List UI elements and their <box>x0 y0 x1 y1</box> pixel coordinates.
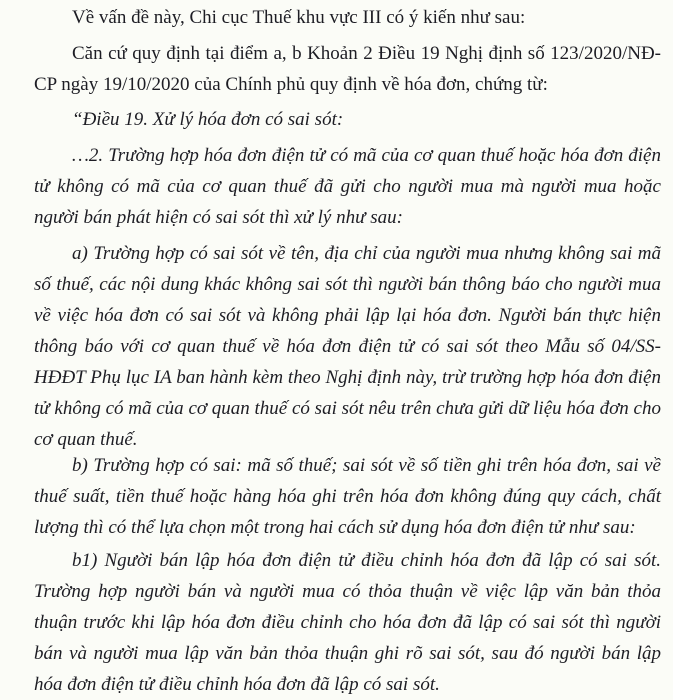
legal-basis-paragraph: Căn cứ quy định tại điểm a, b Khoản 2 Điều 19 Nghị định số 123/2020/NĐ-CP ngày 19/10/2020 của Chính phủ quy định về hóa đơn, chứng từ: <box>34 43 661 95</box>
clause-2-paragraph: …2. Trường hợp hóa đơn điện tử có mã của cơ quan thuế hoặc hóa đơn điện tử không có mã của cơ quan thuế đã gửi cho người mua mà người mua hoặc người bán phát hiện có sai sót thì xử lý như sau: <box>34 145 661 228</box>
article-heading: “Điều 19. Xử lý hóa đơn có sai sót: <box>72 109 344 130</box>
point-a-paragraph: a) Trường hợp có sai sót về tên, địa chỉ của người mua nhưng không sai mã số thuế, các nội dung khác không sai sót thì người bán thông báo cho người mua về việc hóa đơn có sai sót và không phải lập lại hóa đơn. Người bán thực hiện thông báo với cơ quan thuế về hóa đơn điện tử có sai sót theo Mẫu số 04/SS-HĐĐT Phụ lục IA ban hành kèm theo Nghị định này, trừ trường hợp hóa đơn điện tử không có mã của cơ quan thuế có sai sót nêu trên chưa gửi dữ liệu hóa đơn cho cơ quan thuế. <box>34 243 661 450</box>
intro-paragraph: Về vấn đề này, Chi cục Thuế khu vực III có ý kiến như sau: <box>72 7 526 28</box>
point-b-paragraph: b) Trường hợp có sai: mã số thuế; sai sót về số tiền ghi trên hóa đơn, sai về thuế suất, tiền thuế hoặc hàng hóa ghi trên hóa đơn không đúng quy cách, chất lượng thì có thể lựa chọn một trong hai cách sử dụng hóa đơn điện tử như sau: <box>34 455 661 538</box>
point-b1-paragraph: b1) Người bán lập hóa đơn điện tử điều chỉnh hóa đơn đã lập có sai sót. Trường hợp người bán và người mua có thỏa thuận về việc lập văn bản thỏa thuận trước khi lập hóa đơn điều chỉnh cho hóa đơn đã lập có sai sót thì người bán và người mua lập văn bản thỏa thuận ghi rõ sai sót, sau đó người bán lập hóa đơn điện tử điều chỉnh hóa đơn đã lập có sai sót. <box>34 550 661 695</box>
